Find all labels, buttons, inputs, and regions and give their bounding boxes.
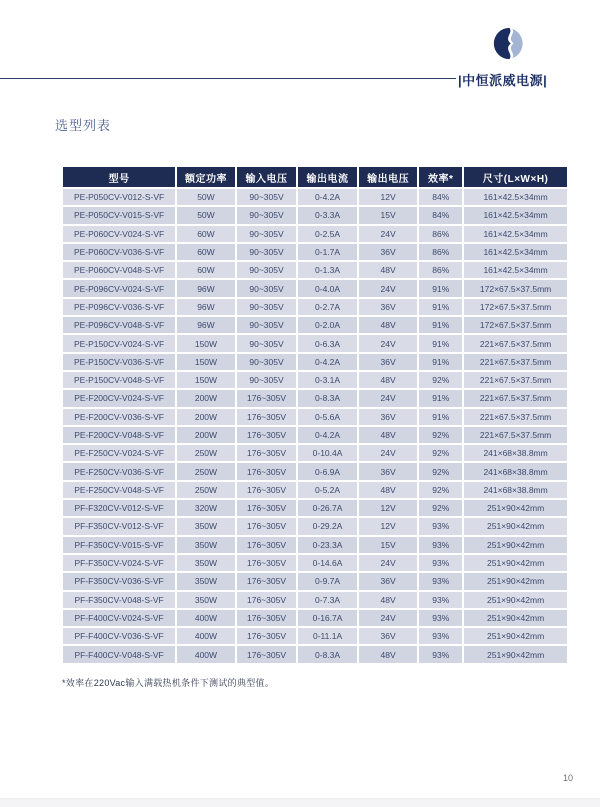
cell-col-3: 0-2.7A [298,299,357,315]
cell-col-2: 176~305V [237,500,297,516]
cell-col-4: 36V [359,628,418,644]
cell-col-1: 200W [177,390,235,406]
cell-col-4: 24V [359,335,418,351]
cell-col-4: 12V [359,189,418,205]
cell-col-6: 172×67.5×37.5mm [464,280,567,296]
cell-col-1: 350W [177,555,235,571]
column-header-0: 型号 [63,167,175,187]
column-header-1: 额定功率 [177,167,235,187]
cell-col-4: 36V [359,573,418,589]
cell-col-3: 0-5.2A [298,482,357,498]
cell-col-1: 60W [177,244,235,260]
cell-col-1: 96W [177,299,235,315]
cell-col-2: 90~305V [237,207,297,223]
cell-col-2: 90~305V [237,354,297,370]
table-row [63,628,567,644]
table-row [63,207,567,223]
cell-col-3: 0-23.3A [298,537,357,553]
cell-col-2: 176~305V [237,482,297,498]
cell-col-0: PF-F320CV-V012-S-VF [63,500,175,516]
cell-col-1: 350W [177,573,235,589]
column-header-6: 尺寸(L×W×H) [464,167,567,187]
cell-col-5: 93% [419,592,462,608]
cell-col-5: 92% [419,482,462,498]
cell-col-5: 86% [419,226,462,242]
cell-col-0: PE-F200CV-V024-S-VF [63,390,175,406]
cell-col-4: 48V [359,482,418,498]
cell-col-2: 90~305V [237,244,297,260]
cell-col-5: 93% [419,646,462,662]
cell-col-2: 176~305V [237,409,297,425]
cell-col-1: 96W [177,280,235,296]
cell-col-4: 36V [359,354,418,370]
cell-col-0: PE-F250CV-V036-S-VF [63,463,175,479]
cell-col-3: 0-14.6A [298,555,357,571]
cell-col-2: 176~305V [237,463,297,479]
cell-col-4: 24V [359,555,418,571]
cell-col-0: PE-F250CV-V024-S-VF [63,445,175,461]
cell-col-1: 150W [177,335,235,351]
cell-col-6: 161×42.5×34mm [464,226,567,242]
cell-col-0: PF-F350CV-V012-S-VF [63,518,175,534]
cell-col-4: 48V [359,592,418,608]
cell-col-3: 0-8.3A [298,646,357,662]
cell-col-0: PF-F400CV-V048-S-VF [63,646,175,662]
cell-col-3: 0-8.3A [298,390,357,406]
cell-col-0: PE-F200CV-V036-S-VF [63,409,175,425]
cell-col-2: 176~305V [237,628,297,644]
cell-col-1: 400W [177,628,235,644]
table-header [63,167,567,187]
cell-col-2: 90~305V [237,372,297,388]
cell-col-4: 36V [359,409,418,425]
cell-col-6: 251×90×42mm [464,628,567,644]
cell-col-3: 0-4.0A [298,280,357,296]
cell-col-4: 24V [359,610,418,626]
cell-col-6: 251×90×42mm [464,592,567,608]
cell-col-1: 50W [177,189,235,205]
cell-col-5: 91% [419,335,462,351]
cell-col-2: 176~305V [237,610,297,626]
cell-col-2: 90~305V [237,226,297,242]
cell-col-3: 0-6.9A [298,463,357,479]
cell-col-4: 12V [359,518,418,534]
cell-col-1: 400W [177,646,235,662]
cell-col-2: 90~305V [237,280,297,296]
cell-col-0: PE-P096CV-V036-S-VF [63,299,175,315]
cell-col-0: PF-F350CV-V036-S-VF [63,573,175,589]
table-row [63,299,567,315]
cell-col-5: 92% [419,427,462,443]
cell-col-5: 86% [419,262,462,278]
cell-col-5: 93% [419,628,462,644]
cell-col-6: 241×68×38.8mm [464,482,567,498]
cell-col-4: 48V [359,427,418,443]
cell-col-4: 15V [359,207,418,223]
column-header-5: 效率* [419,167,462,187]
cell-col-2: 90~305V [237,335,297,351]
table-row [63,390,567,406]
table-row [63,372,567,388]
cell-col-6: 241×68×38.8mm [464,463,567,479]
cell-col-3: 0-3.1A [298,372,357,388]
table-row [63,445,567,461]
cell-col-6: 221×67.5×37.5mm [464,372,567,388]
cell-col-0: PE-P060CV-V036-S-VF [63,244,175,260]
cell-col-3: 0-2.0A [298,317,357,333]
table-row [63,463,567,479]
table-row [63,244,567,260]
cell-col-5: 91% [419,299,462,315]
page-bottom-strip [0,798,600,807]
cell-col-5: 92% [419,500,462,516]
cell-col-2: 176~305V [237,573,297,589]
efficiency-footnote: *效率在220Vac输入满载热机条件下测试的典型值。 [62,678,275,688]
cell-col-3: 0-4.2A [298,427,357,443]
cell-col-4: 15V [359,537,418,553]
cell-col-0: PE-P060CV-V024-S-VF [63,226,175,242]
cell-col-5: 91% [419,409,462,425]
cell-col-1: 400W [177,610,235,626]
cell-col-5: 91% [419,317,462,333]
cell-col-0: PE-P050CV-V015-S-VF [63,207,175,223]
table-row [63,427,567,443]
brand-logo-icon [493,27,526,60]
cell-col-1: 50W [177,207,235,223]
cell-col-5: 93% [419,555,462,571]
cell-col-3: 0-1.7A [298,244,357,260]
cell-col-2: 90~305V [237,189,297,205]
cell-col-0: PF-F350CV-V048-S-VF [63,592,175,608]
cell-col-6: 172×67.5×37.5mm [464,299,567,315]
cell-col-6: 161×42.5×34mm [464,189,567,205]
cell-col-6: 251×90×42mm [464,518,567,534]
cell-col-6: 221×67.5×37.5mm [464,409,567,425]
cell-col-6: 251×90×42mm [464,500,567,516]
cell-col-0: PE-F200CV-V048-S-VF [63,427,175,443]
cell-col-5: 84% [419,207,462,223]
cell-col-1: 150W [177,372,235,388]
cell-col-4: 36V [359,463,418,479]
cell-col-4: 24V [359,390,418,406]
table-row [63,610,567,626]
cell-col-0: PF-F400CV-V036-S-VF [63,628,175,644]
table-row [63,573,567,589]
cell-col-6: 251×90×42mm [464,573,567,589]
page-number: 10 [563,773,574,783]
cell-col-6: 221×67.5×37.5mm [464,427,567,443]
cell-col-0: PE-P096CV-V048-S-VF [63,317,175,333]
cell-col-2: 176~305V [237,390,297,406]
cell-col-5: 93% [419,518,462,534]
brand-text: |中恒派威电源| [458,73,548,88]
cell-col-5: 93% [419,573,462,589]
cell-col-5: 91% [419,390,462,406]
cell-col-5: 91% [419,280,462,296]
cell-col-3: 0-29.2A [298,518,357,534]
cell-col-4: 36V [359,244,418,260]
cell-col-2: 176~305V [237,646,297,662]
selection-table [61,165,569,665]
cell-col-2: 90~305V [237,299,297,315]
cell-col-2: 176~305V [237,555,297,571]
cell-col-5: 86% [419,244,462,260]
table-row [63,189,567,205]
cell-col-6: 251×90×42mm [464,537,567,553]
column-header-4: 输出电压 [359,167,418,187]
cell-col-0: PE-P150CV-V036-S-VF [63,354,175,370]
cell-col-1: 250W [177,445,235,461]
cell-col-1: 96W [177,317,235,333]
cell-col-0: PE-P096CV-V024-S-VF [63,280,175,296]
table-row [63,482,567,498]
cell-col-6: 221×67.5×37.5mm [464,390,567,406]
cell-col-1: 60W [177,262,235,278]
cell-col-1: 250W [177,463,235,479]
cell-col-6: 161×42.5×34mm [464,244,567,260]
cell-col-5: 92% [419,463,462,479]
table-header-row [63,167,567,187]
cell-col-3: 0-26.7A [298,500,357,516]
cell-col-6: 161×42.5×34mm [464,207,567,223]
cell-col-0: PE-P150CV-V024-S-VF [63,335,175,351]
cell-col-0: PF-F400CV-V024-S-VF [63,610,175,626]
cell-col-2: 176~305V [237,537,297,553]
table-body [63,189,567,663]
cell-col-1: 350W [177,518,235,534]
cell-col-2: 90~305V [237,317,297,333]
cell-col-0: PE-F250CV-V048-S-VF [63,482,175,498]
cell-col-3: 0-7.3A [298,592,357,608]
cell-col-1: 150W [177,354,235,370]
cell-col-6: 251×90×42mm [464,646,567,662]
cell-col-4: 48V [359,262,418,278]
cell-col-2: 176~305V [237,445,297,461]
cell-col-3: 0-3.3A [298,207,357,223]
cell-col-5: 93% [419,537,462,553]
cell-col-4: 24V [359,280,418,296]
selection-table-wrap [61,165,569,665]
cell-col-5: 91% [419,354,462,370]
cell-col-1: 320W [177,500,235,516]
cell-col-4: 12V [359,500,418,516]
cell-col-3: 0-1.3A [298,262,357,278]
cell-col-4: 36V [359,299,418,315]
cell-col-3: 0-11.1A [298,628,357,644]
table-row [63,262,567,278]
cell-col-5: 84% [419,189,462,205]
cell-col-6: 251×90×42mm [464,610,567,626]
cell-col-6: 221×67.5×37.5mm [464,335,567,351]
table-row [63,317,567,333]
cell-col-1: 350W [177,592,235,608]
cell-col-4: 48V [359,372,418,388]
cell-col-3: 0-5.6A [298,409,357,425]
cell-col-4: 24V [359,226,418,242]
cell-col-1: 250W [177,482,235,498]
cell-col-1: 60W [177,226,235,242]
table-row [63,409,567,425]
cell-col-6: 172×67.5×37.5mm [464,317,567,333]
cell-col-0: PE-P150CV-V048-S-VF [63,372,175,388]
cell-col-2: 90~305V [237,262,297,278]
table-row [63,500,567,516]
cell-col-3: 0-6.3A [298,335,357,351]
table-row [63,646,567,662]
table-row [63,335,567,351]
cell-col-3: 0-2.5A [298,226,357,242]
table-row [63,537,567,553]
cell-col-6: 221×67.5×37.5mm [464,354,567,370]
cell-col-3: 0-4.2A [298,189,357,205]
cell-col-0: PF-F350CV-V024-S-VF [63,555,175,571]
column-header-3: 输出电流 [298,167,357,187]
cell-col-2: 176~305V [237,592,297,608]
cell-col-6: 251×90×42mm [464,555,567,571]
cell-col-1: 200W [177,427,235,443]
cell-col-1: 350W [177,537,235,553]
table-row [63,555,567,571]
cell-col-5: 92% [419,372,462,388]
table-row [63,518,567,534]
cell-col-3: 0-9.7A [298,573,357,589]
cell-col-4: 24V [359,445,418,461]
column-header-2: 输入电压 [237,167,297,187]
cell-col-0: PF-F350CV-V015-S-VF [63,537,175,553]
table-row [63,354,567,370]
cell-col-5: 93% [419,610,462,626]
table-row [63,226,567,242]
cell-col-4: 48V [359,317,418,333]
cell-col-3: 0-4.2A [298,354,357,370]
cell-col-6: 241×68×38.8mm [464,445,567,461]
cell-col-2: 176~305V [237,427,297,443]
cell-col-2: 176~305V [237,518,297,534]
section-title: 选型列表 [55,118,112,133]
table-row [63,280,567,296]
cell-col-0: PE-P060CV-V048-S-VF [63,262,175,278]
cell-col-1: 200W [177,409,235,425]
cell-col-4: 48V [359,646,418,662]
cell-col-3: 0-10.4A [298,445,357,461]
cell-col-3: 0-16.7A [298,610,357,626]
cell-col-6: 161×42.5×34mm [464,262,567,278]
cell-col-5: 92% [419,445,462,461]
header-divider [0,78,456,79]
table-row [63,592,567,608]
cell-col-0: PE-P050CV-V012-S-VF [63,189,175,205]
